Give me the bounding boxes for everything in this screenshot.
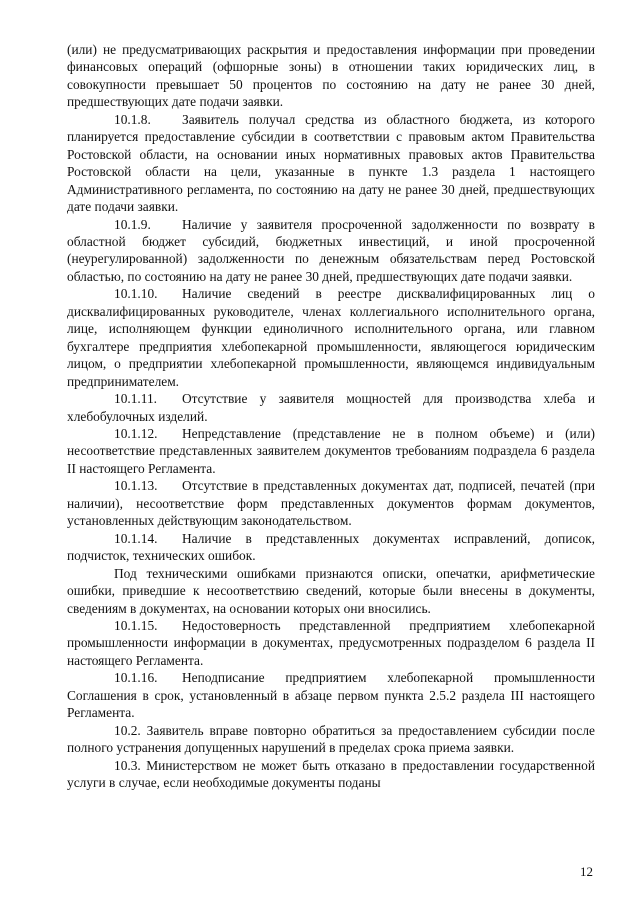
paragraph-text: Отсутствие у заявителя мощностей для производства хлеба и хлебобулочных изделий. [67,391,595,424]
paragraph-text: (или) не предусматривающих раскрытия и предоставления информации при проведении финансовых операций (офшорные зоны) в отношении таких юридических лиц, в совокупности превышает 50 процентов по состоянию на дату не ранее 30 дней, предшествующих дате подачи заявки. [67,42,595,110]
paragraph [67,390,595,425]
paragraph-number: 10.1.12. [114,425,158,441]
paragraph-text: Под техническими ошибками признаются описки, опечатки, арифметические ошибки, приведшие к несоответствию сведений, которые были внесены в документы, сведениям в документах, на основании которых они вносились. [67,565,595,616]
paragraph-text: 10.3. Министерством не может быть отказано в предоставлении государственной услуги в случае, если необходимые документы поданы [67,757,595,791]
paragraph-text: Неподписание предприятием хлебопекарной промышленности Соглашения в срок, установленный в абзаце первом пункта 2.5.2 раздела III настоящего Регламента. [67,670,595,721]
paragraph [67,722,595,757]
paragraph-number: 10.1.10. [114,286,158,302]
paragraph-number: 10.1.16. [114,670,158,686]
paragraph [67,477,595,529]
page-number: 12 [580,864,593,879]
paragraph [67,41,595,111]
paragraph [67,216,595,286]
paragraph-number: 10.1.14. [114,530,158,546]
paragraph [67,285,595,390]
paragraph-number: 10.1.9. [114,216,151,232]
paragraph-number: 10.1.11. [114,391,158,407]
document-body [67,41,595,791]
paragraph [67,530,595,565]
paragraph-text: Недостоверность представленной предприятием хлебопекарной промышленности информации в документах, предусмотренных подразделом 6 раздела II настоящего Регламента. [67,617,595,668]
paragraph [67,757,595,792]
paragraph [67,617,595,669]
paragraph [67,111,595,216]
paragraph [67,565,595,617]
paragraph-text: Непредставление (представление не в полном объеме) и (или) несоответствие представленных заявителем документов требованиям подраздела 6 раздела II настоящего Регламента. [67,425,595,476]
paragraph-number: 10.1.15. [114,617,158,633]
paragraph-number: 10.1.13. [114,478,158,494]
paragraph [67,669,595,721]
paragraph-text: Наличие сведений в реестре дисквалифицированных лиц о дисквалифицированных руководителе, членах коллегиального исполнительного органа, лице, исполняющем функции единоличного исполнительного органа, или главном бухгалтере предприятия хлебопекарной промышленности, являющегося юридическим лицом, о предприятии хлебопекарной промышленности, являющемся индивидуальным предпринимателем. [67,286,595,389]
paragraph-text: Отсутствие в представленных документах дат, подписей, печатей (при наличии), несоответствие форм представленных документов формам документов, установленных действующим законодательством. [67,478,595,529]
paragraph-text: Заявитель получал средства из областного бюджета, из которого планируется предоставление субсидии в соответствии с правовым актом Правительства Ростовской области, на основании иных нормативных правовых актов Правительства Ростовской области на цели, указанные в пункте 1.3 раздела 1 настоящего Административного регламента, по состоянию на дату не ранее 30 дней, предшествующих дате подачи заявки. [67,111,595,215]
paragraph [67,425,595,477]
paragraph-text: 10.2. Заявитель вправе повторно обратиться за предоставлением субсидии после полного устранения допущенных нарушений в пределах срока приема заявки. [67,722,595,756]
paragraph-text: Наличие у заявителя просроченной задолженности по возврату в областной бюджет субсидий, бюджетных инвестиций, и иной просроченной (неурегулированной) задолженности по денежным обязательствам перед Ростовской областью, по состоянию на дату не ранее 30 дней, предшествующих дате подачи заявки. [67,216,595,284]
paragraph-number: 10.1.8. [114,111,151,127]
paragraph-text: Наличие в представленных документах исправлений, дописок, подчисток, технических ошибок. [67,530,595,564]
